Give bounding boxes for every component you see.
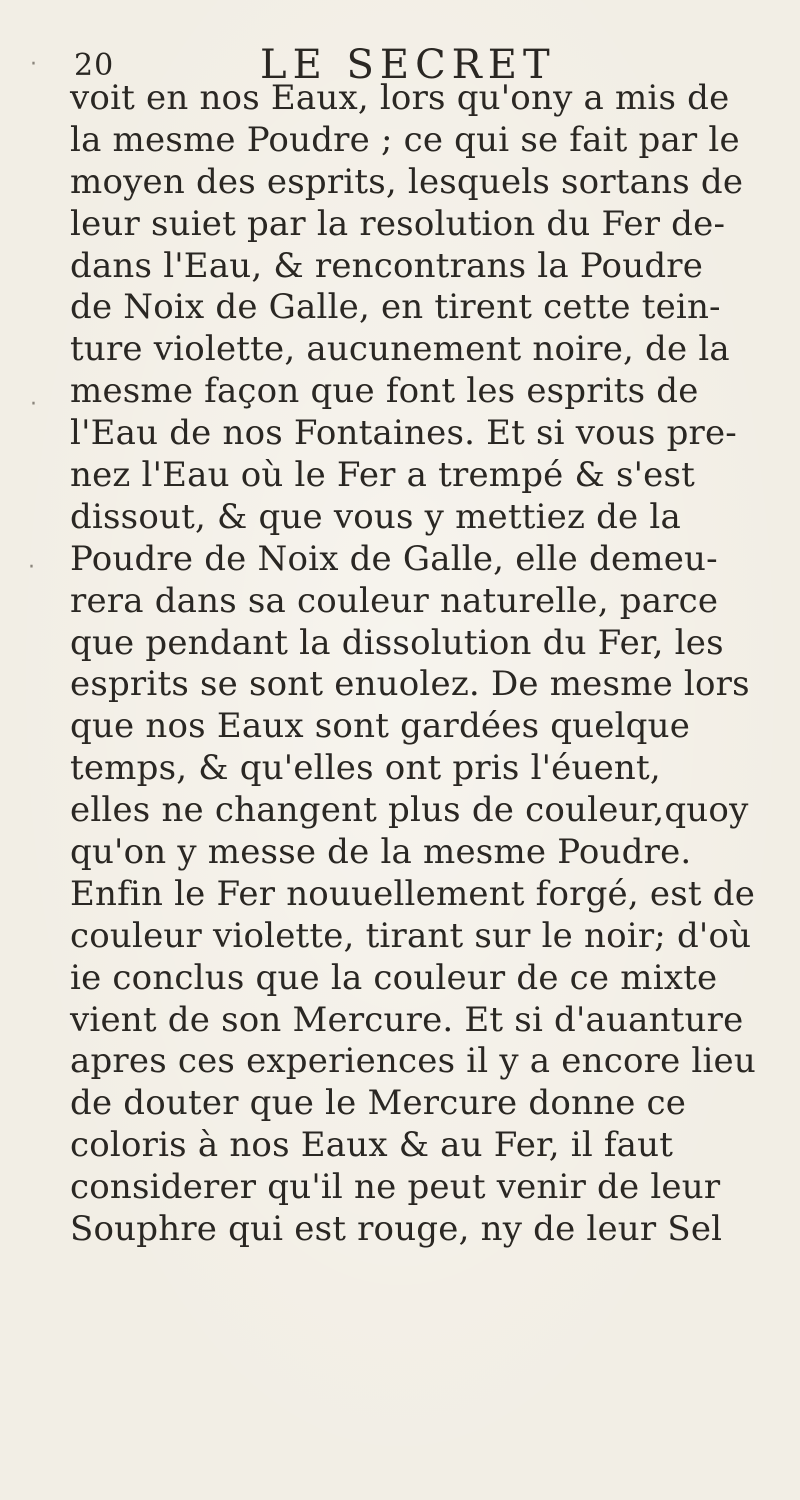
text-line: leur suiet par la resolution du Fer de- xyxy=(70,203,726,244)
text-line: esprits se sont enuolez. De mesme lors xyxy=(70,664,750,705)
text-line: mesme façon que font les esprits de xyxy=(70,371,699,412)
body-text xyxy=(70,78,770,1251)
text-line: de Noix de Galle, en tirent cette tein- xyxy=(70,287,721,328)
text-line: moyen des esprits, lesquels sortans de xyxy=(70,161,744,202)
text-line: voit en nos Eaux, lors qu'ony a mis de xyxy=(70,78,730,118)
text-line: Poudre de Noix de Galle, elle demeu- xyxy=(70,538,718,579)
text-line: la mesme Poudre ; ce qui se fait par le xyxy=(70,119,740,160)
text-line: l'Eau de nos Fontaines. Et si vous pre- xyxy=(70,413,737,454)
text-line: couleur violette, tirant sur le noir; d'où xyxy=(70,915,752,956)
text-line: que pendant la dissolution du Fer, les xyxy=(70,622,724,663)
running-head: LE SECRET xyxy=(260,42,556,88)
page-number: 20 xyxy=(74,48,115,83)
text-line: ture violette, aucunement noire, de la xyxy=(70,329,730,370)
margin-mark: · xyxy=(30,52,37,77)
text-line: elles ne changent plus de couleur,quoy xyxy=(70,790,749,831)
text-line: dans l'Eau, & rencontrans la Poudre xyxy=(70,245,704,286)
text-line: considerer qu'il ne peut venir de leur xyxy=(70,1167,721,1208)
text-line: que nos Eaux sont gardées quelque xyxy=(70,706,691,747)
text-line: vient de son Mercure. Et si d'auanture xyxy=(70,999,744,1040)
text-line: rera dans sa couleur naturelle, parce xyxy=(70,580,719,621)
text-line: dissout, & que vous y mettiez de la xyxy=(70,496,681,537)
text-line: qu'on y messe de la mesme Poudre. xyxy=(70,832,692,873)
text-line: Enfin le Fer nouuellement forgé, est de xyxy=(70,873,756,914)
margin-mark: · xyxy=(28,555,35,580)
text-line: de douter que le Mercure donne ce xyxy=(70,1083,687,1124)
text-line: nez l'Eau où le Fer a trempé & s'est xyxy=(70,455,695,496)
text-line: coloris à nos Eaux & au Fer, il faut xyxy=(70,1125,674,1166)
text-line: temps, & qu'elles ont pris l'éuent, xyxy=(70,748,661,789)
text-line: Souphre qui est rouge, ny de leur Sel xyxy=(70,1209,723,1250)
margin-mark: · xyxy=(30,392,37,417)
text-line: apres ces experiences il y a encore lieu xyxy=(70,1041,756,1082)
text-line: ie conclus que la couleur de ce mixte xyxy=(70,957,718,998)
